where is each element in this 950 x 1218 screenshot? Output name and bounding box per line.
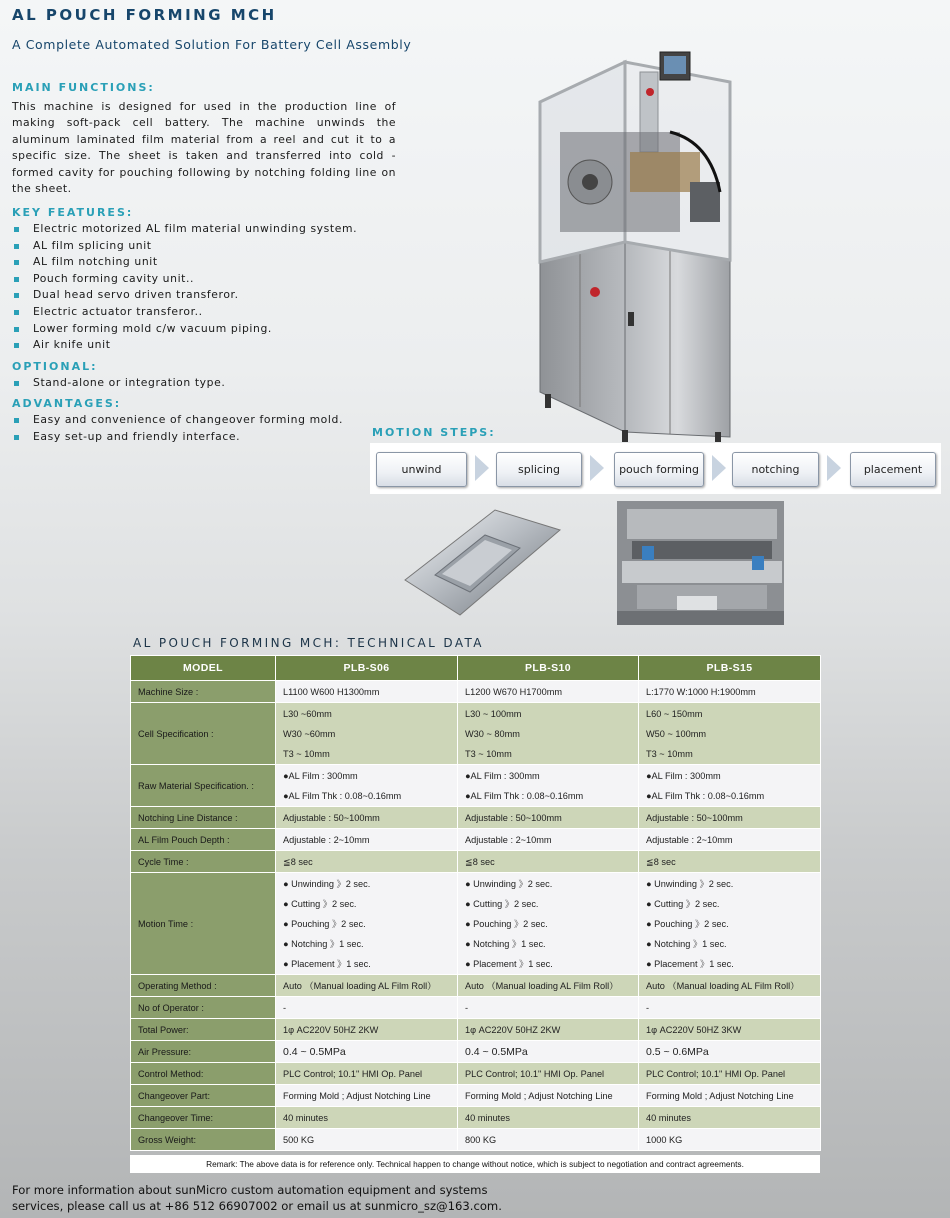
table-cell [639,873,821,975]
cell-line: Adjustable : 50~100mm [283,812,380,823]
table-cell [639,1063,821,1085]
key-features-heading: KEY FEATURES: [12,206,134,219]
cell-line: W50 ~ 100mm [646,728,706,739]
step-arrow-icon [712,455,726,481]
cell-line: 1φ AC220V 50HZ 2KW [465,1024,561,1035]
header-model: MODEL [131,656,276,681]
cell-line: Adjustable : 50~100mm [646,812,743,823]
table-row [131,829,821,851]
table-cell [276,1063,458,1085]
table-cell [639,1107,821,1129]
list-item: Easy and convenience of changeover forming mold. [12,412,343,429]
cell-line: L30 ~60mm [283,708,332,719]
cell-line: Auto （Manual loading AL Film Roll） [465,980,619,991]
cell-line: ● Notching 》1 sec. [646,938,727,949]
table-row [131,851,821,873]
cell-line: Adjustable : 2~10mm [646,834,733,845]
table-cell [639,1019,821,1041]
table-row [131,1019,821,1041]
table-cell [276,1019,458,1041]
table-cell [276,703,458,765]
cell-line: ●AL Film : 300mm [465,770,540,781]
table-row [131,975,821,997]
table-cell [276,1085,458,1107]
list-item: Air knife unit [12,337,357,354]
key-features-list [12,221,357,354]
table-cell [639,681,821,703]
table-cell [458,997,639,1019]
table-cell [639,765,821,807]
cell-line: W30 ~60mm [283,728,336,739]
footer-line-2: services, please call us at +86 512 66907002 or email us at sunmicro_sz@163.com. [12,1199,502,1213]
table-row [131,1063,821,1085]
cell-line: ● Unwinding 》2 sec. [465,878,553,889]
table-cell [458,1063,639,1085]
main-functions-heading: MAIN FUNCTIONS: [12,81,155,94]
machine-photo [520,12,750,442]
cell-line: L60 ~ 150mm [646,708,703,719]
table-cell [639,975,821,997]
cell-line: PLC Control; 10.1" HMI Op. Panel [283,1068,423,1079]
table-cell [458,681,639,703]
cell-line: - [283,1002,287,1013]
cell-line: Auto （Manual loading AL Film Roll） [283,980,437,991]
cell-line: - [465,1002,469,1013]
cell-line: ● Placement 》1 sec. [646,958,734,969]
row-label: Control Method: [131,1063,276,1085]
cell-line: W30 ~ 80mm [465,728,520,739]
table-row [131,807,821,829]
table-row [131,681,821,703]
cell-line: PLC Control; 10.1" HMI Op. Panel [465,1068,605,1079]
table-cell [276,807,458,829]
cell-line: 1φ AC220V 50HZ 3KW [646,1024,742,1035]
cell-line: T3 ~ 10mm [283,748,330,759]
row-label: Cycle Time : [131,851,276,873]
table-cell [458,1019,639,1041]
header-plb-s15: PLB-S15 [639,656,821,681]
row-label: Gross Weight: [131,1129,276,1151]
page-subtitle: A Complete Automated Solution For Battery Cell Assembly [12,37,412,52]
cell-line: ● Unwinding 》2 sec. [283,878,371,889]
cell-line: Forming Mold ; Adjust Notching Line [646,1090,794,1101]
page-title: AL POUCH FORMING MCH [12,6,277,24]
table-cell [639,829,821,851]
row-label: AL Film Pouch Depth : [131,829,276,851]
cell-line: Auto （Manual loading AL Film Roll） [646,980,800,991]
advantages-heading: ADVANTAGES: [12,397,122,410]
table-cell [639,997,821,1019]
table-cell [458,1107,639,1129]
row-label: Changeover Part: [131,1085,276,1107]
table-row [131,873,821,975]
cell-line: Forming Mold ; Adjust Notching Line [465,1090,613,1101]
cell-line: T3 ~ 10mm [465,748,512,759]
header-plb-s06: PLB-S06 [276,656,458,681]
cell-line: 800 KG [465,1134,497,1145]
optional-list [12,375,225,392]
row-label: Machine Size : [131,681,276,703]
step-arrow-icon [827,455,841,481]
list-item: Electric motorized AL film material unwinding system. [12,221,357,238]
cell-line: ● Unwinding 》2 sec. [646,878,734,889]
list-item: Lower forming mold c/w vacuum piping. [12,321,357,338]
cell-line: 0.4 ~ 0.5MPa [465,1045,528,1058]
cell-line: ● Pouching 》2 sec. [465,918,548,929]
motion-step-pouch-forming: pouch forming [614,452,704,487]
table-cell [276,681,458,703]
row-label: Air Pressure: [131,1041,276,1063]
row-label: Changeover Time: [131,1107,276,1129]
optional-heading: OPTIONAL: [12,360,98,373]
cell-line: 0.4 ~ 0.5MPa [283,1045,346,1058]
table-cell [458,873,639,975]
list-item: Dual head servo driven transferor. [12,287,357,304]
header-plb-s10: PLB-S10 [458,656,639,681]
table-cell [458,975,639,997]
motion-step-placement: placement [850,452,936,487]
cell-line: L1200 W670 H1700mm [465,686,563,697]
cell-line: 1φ AC220V 50HZ 2KW [283,1024,379,1035]
row-label: Notching Line Distance : [131,807,276,829]
cell-line: ● Pouching 》2 sec. [646,918,729,929]
cell-line: ●AL Film : 300mm [283,770,358,781]
table-cell [276,975,458,997]
cell-line: ● Cutting 》2 sec. [465,898,539,909]
table-cell [458,765,639,807]
cell-line: L:1770 W:1000 H:1900mm [646,686,756,697]
table-cell [458,703,639,765]
table-cell [458,851,639,873]
technical-data-title: AL POUCH FORMING MCH: TECHNICAL DATA [133,636,484,650]
row-label: Cell Specification : [131,703,276,765]
table-cell [276,873,458,975]
table-cell [639,851,821,873]
cell-line: ●AL Film Thk : 0.08~0.16mm [283,790,402,801]
footer-contact [12,1182,712,1214]
table-cell [639,1041,821,1063]
row-label: Raw Material Specification. : [131,765,276,807]
cell-line: Forming Mold ; Adjust Notching Line [283,1090,431,1101]
cell-line: L1100 W600 H1300mm [283,686,380,697]
cell-line: 0.5 ~ 0.6MPa [646,1045,709,1058]
table-row [131,997,821,1019]
list-item: AL film splicing unit [12,238,357,255]
table-cell [276,1041,458,1063]
cell-line: ● Cutting 》2 sec. [283,898,357,909]
cell-line: 1000 KG [646,1134,683,1145]
cell-line: ● Pouching 》2 sec. [283,918,366,929]
cell-line: ●AL Film Thk : 0.08~0.16mm [646,790,765,801]
table-cell [639,703,821,765]
list-item: Easy set-up and friendly interface. [12,429,343,446]
motion-step-splicing: splicing [496,452,582,487]
cell-line: ≦8 sec [283,856,313,867]
table-cell [276,765,458,807]
table-row [131,1041,821,1063]
cell-line: Adjustable : 2~10mm [283,834,370,845]
cell-line: ● Cutting 》2 sec. [646,898,720,909]
list-item: AL film notching unit [12,254,357,271]
table-row [131,1085,821,1107]
cell-line: Adjustable : 2~10mm [465,834,552,845]
table-cell [639,807,821,829]
row-label: Operating Method : [131,975,276,997]
forming-mold-photo [617,501,784,625]
cell-line: 40 minutes [646,1112,691,1123]
list-item: Electric actuator transferor.. [12,304,357,321]
row-label: No of Operator : [131,997,276,1019]
motion-step-notching: notching [732,452,819,487]
table-cell [276,829,458,851]
footer-line-1: For more information about sunMicro custom automation equipment and systems [12,1183,488,1197]
table-row [131,1107,821,1129]
table-cell [458,1129,639,1151]
table-cell [458,829,639,851]
table-header-row [131,656,821,681]
motion-step-unwind: unwind [376,452,467,487]
cell-line: ●AL Film : 300mm [646,770,721,781]
row-label: Motion Time : [131,873,276,975]
cell-line: 500 KG [283,1134,315,1145]
table-cell [276,1129,458,1151]
cell-line: L30 ~ 100mm [465,708,522,719]
advantages-list [12,412,343,445]
step-arrow-icon [590,455,604,481]
table-cell [276,851,458,873]
table-cell [639,1129,821,1151]
cell-line: Adjustable : 50~100mm [465,812,562,823]
table-cell [276,997,458,1019]
motion-steps-diagram [370,443,941,494]
table-cell [458,1041,639,1063]
cell-line: ≦8 sec [646,856,676,867]
list-item: Pouch forming cavity unit.. [12,271,357,288]
cell-line: ● Placement 》1 sec. [283,958,371,969]
cell-line: PLC Control; 10.1" HMI Op. Panel [646,1068,786,1079]
cell-line: T3 ~ 10mm [646,748,693,759]
step-arrow-icon [475,455,489,481]
main-functions-text: This machine is designed for used in the production line of making soft-pack cell battery. The machine unwinds the aluminum laminated film material from a reel and cut it to a specific size. The sheet is taken and transferred into cold -formed cavity for pouching following by notching folding line on the sheet. [12,100,396,196]
technical-data-table [130,655,821,1151]
list-item: Stand-alone or integration type. [12,375,225,392]
motion-steps-heading: MOTION STEPS: [372,426,496,439]
table-cell [458,1085,639,1107]
table-row [131,703,821,765]
table-cell [639,1085,821,1107]
cell-line: ● Notching 》1 sec. [283,938,364,949]
cell-line: ● Placement 》1 sec. [465,958,553,969]
table-row [131,1129,821,1151]
table-cell [458,807,639,829]
remark-note: Remark: The above data is for reference only. Technical happen to change without notice, which is subject to negotiation and contract agreements. [130,1155,820,1173]
cell-line: 40 minutes [465,1112,510,1123]
cell-line: 40 minutes [283,1112,328,1123]
cell-line: - [646,1002,650,1013]
cell-line: ●AL Film Thk : 0.08~0.16mm [465,790,584,801]
table-row [131,765,821,807]
pouch-sample-photo [400,500,565,620]
cell-line: ● Notching 》1 sec. [465,938,546,949]
row-label: Total Power: [131,1019,276,1041]
cell-line: ≦8 sec [465,856,495,867]
table-cell [276,1107,458,1129]
